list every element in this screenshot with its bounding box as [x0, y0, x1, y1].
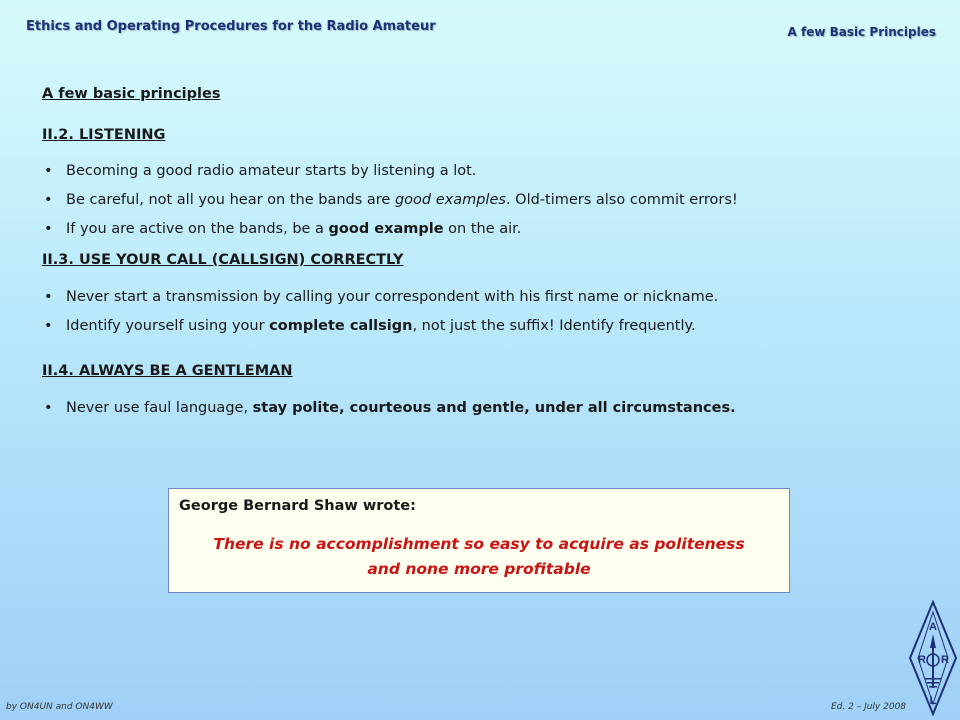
list-item: • If you are active on the bands, be a good example on the air. — [42, 219, 922, 239]
list-item: • Never start a transmission by calling your correspondent with his first name or nickname. — [42, 287, 922, 307]
emphasis-text: complete callsign — [269, 318, 413, 334]
section-heading-callsign: II.3. USE YOUR CALL (CALLSIGN) CORRECTLY — [42, 252, 404, 268]
quote-line-2: and none more profitable — [367, 560, 591, 578]
page-title: A few basic principles — [42, 86, 221, 102]
listening-list — [42, 161, 922, 239]
logo-letter-r2: R — [941, 654, 949, 666]
gentleman-list — [42, 398, 922, 418]
list-item: • Be careful, not all you hear on the bands are good examples. Old-timers also commit errors! — [42, 190, 922, 210]
list-item: • Becoming a good radio amateur starts by listening a lot. — [42, 161, 922, 181]
header-right-title: A few Basic Principles — [787, 25, 936, 39]
quote-text — [169, 532, 789, 582]
emphasis-text: good example — [328, 221, 444, 237]
footer-authors: by ON4UN and ON4WW — [6, 702, 113, 712]
logo-letter-a: A — [929, 621, 937, 633]
arrl-diamond-logo-icon — [908, 600, 958, 716]
header-left-title: Ethics and Operating Procedures for the Radio Amateur — [26, 19, 436, 34]
quote-intro: George Bernard Shaw wrote: — [179, 498, 416, 514]
footer-edition: Ed. 2 – July 2008 — [831, 702, 907, 712]
section-heading-listening: II.2. LISTENING — [42, 127, 166, 143]
logo-letter-l: L — [929, 695, 937, 707]
section-heading-gentleman: II.4. ALWAYS BE A GENTLEMAN — [42, 363, 293, 379]
list-item: • Identify yourself using your complete callsign, not just the suffix! Identify frequently. — [42, 316, 922, 336]
list-item: • Never use faul language, stay polite, courteous and gentle, under all circumstances. — [42, 398, 922, 418]
logo-letter-r1: R — [918, 654, 926, 666]
emphasis-text: good examples — [394, 192, 506, 208]
quote-box — [168, 488, 790, 593]
quote-line-1: There is no accomplishment so easy to acquire as politeness — [213, 535, 745, 553]
slide-content — [42, 86, 922, 418]
callsign-list — [42, 287, 922, 336]
emphasis-text: stay polite, courteous and gentle, under all circumstances. — [252, 400, 736, 416]
